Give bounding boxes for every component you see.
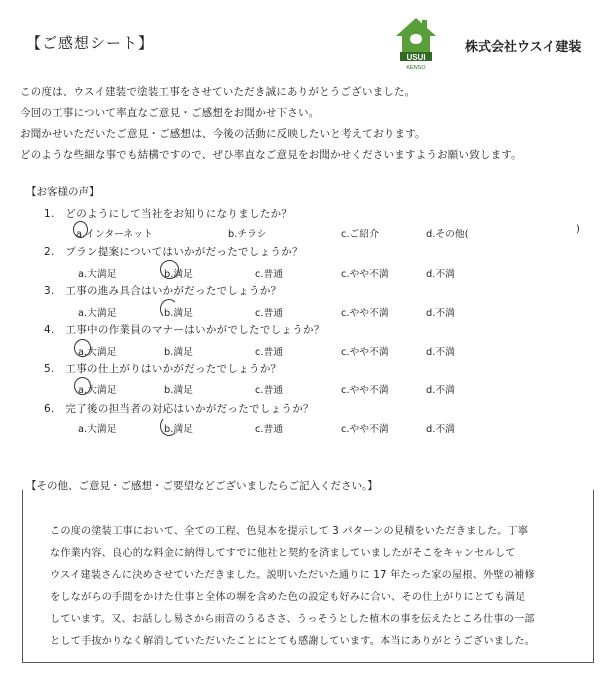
question-3: 3. 工事の進み具合はいかがだったでしょうか？	[44, 285, 282, 297]
question-5: 5. 工事の仕上がりはいかがだったでしょうか？	[44, 363, 282, 375]
q4-option-c2: c.やや不満	[341, 347, 389, 358]
comments-heading: 【その他、ご意見・ご感想・ご要望などございましたらご記入ください。】	[26, 480, 378, 492]
q1-option-c: c.ご紹介	[341, 229, 379, 240]
comment-line: この度の塗装工事において、全ての工程、色見本を提示して 3 パターンの見積をいただきました。丁寧	[50, 526, 529, 537]
q3-option-c: c.普通	[255, 308, 284, 319]
selection-mark	[74, 377, 91, 395]
intro-line: どのような些細な事でも結構ですので、ぜひ率直なご意見をお聞かせくださいますようお願い致します。	[20, 149, 522, 161]
logo-text: USUI	[406, 53, 426, 62]
q6-option-d: d.不満	[426, 424, 455, 435]
q5-option-b: b.満足	[164, 385, 193, 396]
q2-option-a: a.大満足	[78, 269, 117, 280]
comment-line: として手抜かりなく解消していただいたことにとても感謝しています。本当にありがとうございました。	[50, 636, 536, 647]
q6-option-c: c.普通	[255, 424, 284, 435]
q5-option-a: a.大満足	[78, 385, 117, 396]
question-1: 1. どのようにして当社をお知りになりましたか？	[44, 208, 293, 220]
intro-line: この度は、ウスイ建装で塗装工事をさせていただき誠にありがとうございました。	[20, 86, 416, 98]
question-4: 4. 工事中の作業員のマナーはいかがでしたでしょうか？	[44, 324, 325, 336]
company-name: 株式会社ウスイ建装	[465, 40, 582, 55]
logo-subtext: KENSO	[406, 65, 426, 71]
comment-line: しています。又、お話しし易さから雨音のうるささ、うっそうとした植木の事を伝えたところ仕事の一部	[50, 614, 535, 625]
comment-line: をしながらの手間をかけた仕事と全体の塀を含めた色の設定も好みに合い、その仕上がりにとても満足	[50, 592, 526, 603]
q6-option-a: a.大満足	[78, 424, 117, 435]
q2-option-d: d.不満	[426, 269, 455, 280]
q2-option-c: c.普通	[255, 269, 284, 280]
selection-mark	[74, 339, 91, 357]
q3-option-b: b.満足	[164, 308, 193, 319]
q4-option-c: c.普通	[255, 347, 284, 358]
selection-mark	[160, 260, 179, 279]
q5-option-c: c.普通	[255, 385, 284, 396]
selection-mark	[160, 299, 178, 319]
q6-option-c2: c.やや不満	[341, 424, 389, 435]
selection-mark	[73, 221, 88, 238]
sheet-title: 【ご感想シート】	[26, 34, 155, 52]
q3-option-c2: c.やや不満	[341, 308, 389, 319]
q4-option-d: d.不満	[426, 347, 455, 358]
question-6: 6. 完了後の担当者の対応はいかがだったでしょうか？	[44, 403, 314, 415]
q4-option-b: b.満足	[164, 347, 193, 358]
company-logo	[394, 16, 438, 72]
comment-line: ウスイ建装さんに決めさせていただきました。説明いただいた通りに 17 年たった家の屋根、外壁の補修	[50, 570, 535, 581]
comment-line: な作業内容、良心的な料金に納得してすでに他社と契約を済ましていましたがそこをキャンセルして	[50, 548, 516, 559]
question-2: 2. プラン提案についてはいかがだったでしょうか？	[44, 246, 303, 258]
q1-option-a: a.インターネット	[76, 229, 153, 240]
selection-mark	[160, 416, 178, 436]
q5-option-d: d.不満	[426, 385, 455, 396]
q1-option-d: d.その他(	[426, 229, 469, 240]
q5-option-c2: c.やや不満	[341, 385, 389, 396]
q1-option-d-close: )	[576, 224, 580, 235]
voices-heading: 【お客様の声】	[26, 186, 100, 198]
q3-option-a: a.大満足	[78, 308, 117, 319]
intro-line: お聞かせいただいたご意見・ご感想は、今後の活動に反映したいと考えております。	[20, 128, 426, 140]
intro-line: 今回の工事について率直なご意見・ご感想をお聞かせ下さい。	[20, 107, 320, 119]
q2-option-b: b.満足	[164, 269, 193, 280]
q2-option-c2: c.やや不満	[341, 269, 389, 280]
q6-option-b: b.満足	[164, 424, 193, 435]
q4-option-a: a.大満足	[78, 347, 117, 358]
q3-option-d: d.不満	[426, 308, 455, 319]
q1-option-b: b.チラシ	[228, 229, 267, 240]
